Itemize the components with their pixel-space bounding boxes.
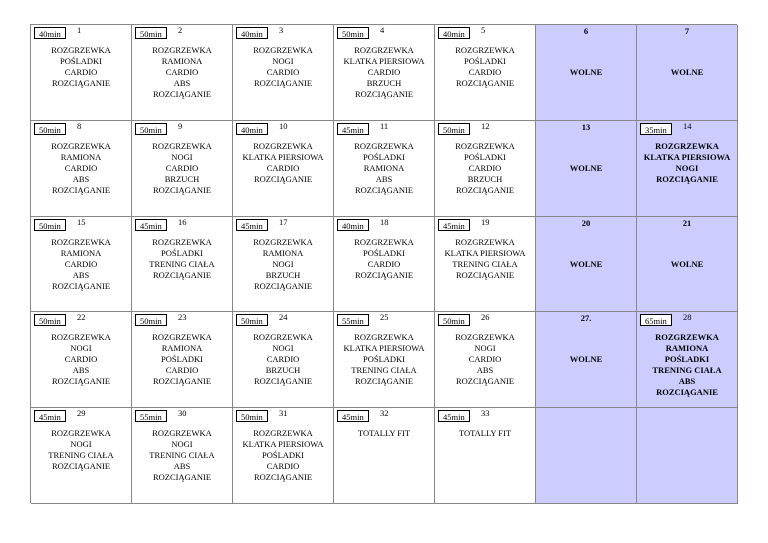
exercise-item: KLATKA PIERSIOWA <box>343 343 425 353</box>
exercise-item: TRENING CIAŁA <box>652 365 722 375</box>
day-off-label: WOLNE <box>569 67 603 77</box>
exercise-item: CARDIO <box>165 365 199 375</box>
exercise-item: POŚLADKI <box>362 354 406 364</box>
exercise-item: NOGI <box>70 439 92 449</box>
exercise-list <box>637 141 737 185</box>
exercise-item: CARDIO <box>64 67 98 77</box>
exercise-item: ROZCIĄGANIE <box>152 376 212 386</box>
exercise-item: TOTALLY FIT <box>357 428 411 438</box>
exercise-list <box>334 428 434 439</box>
day-cell <box>233 25 334 121</box>
exercise-list <box>233 332 333 387</box>
exercise-list <box>435 237 535 281</box>
exercise-item: KLATKA PIERSIOWA <box>242 152 324 162</box>
day-number: 28 <box>683 312 692 322</box>
exercise-item: NOGI <box>171 439 193 449</box>
duration-badge: 50min <box>337 27 369 39</box>
day-cell <box>334 121 435 217</box>
duration-badge: 50min <box>135 314 167 326</box>
duration-badge: 40min <box>34 27 66 39</box>
day-cell <box>334 408 435 504</box>
exercise-item: TRENING CIAŁA <box>149 450 215 460</box>
exercise-item: RAMIONA <box>665 343 709 353</box>
day-number: 3 <box>279 25 284 35</box>
exercise-item: BRZUCH <box>366 78 402 88</box>
duration-badge: 40min <box>236 27 268 39</box>
day-cell <box>435 217 536 312</box>
exercise-item: ROZCIĄGANIE <box>455 185 515 195</box>
exercise-item: ROZGRZEWKA <box>152 141 212 151</box>
exercise-item: ROZCIĄGANIE <box>253 78 313 88</box>
day-cell <box>637 408 738 504</box>
exercise-item: CARDIO <box>266 67 300 77</box>
training-calendar <box>30 24 737 503</box>
exercise-item: TRENING CIAŁA <box>48 450 114 460</box>
day-number: 16 <box>178 217 187 227</box>
duration-badge: 50min <box>135 123 167 135</box>
exercise-item: ABS <box>375 174 393 184</box>
exercise-item: TRENING CIAŁA <box>149 259 215 269</box>
day-number: 11 <box>380 121 389 131</box>
day-cell <box>536 121 637 217</box>
duration-badge: 50min <box>236 314 268 326</box>
exercise-item: BRZUCH <box>265 270 301 280</box>
exercise-item: KLATKA PIERSIOWA <box>643 152 731 162</box>
exercise-item: CARDIO <box>165 67 199 77</box>
duration-badge: 50min <box>438 314 470 326</box>
duration-badge: 50min <box>34 123 66 135</box>
exercise-list <box>31 332 131 387</box>
day-number: 1 <box>77 25 82 35</box>
exercise-list <box>132 428 232 483</box>
exercise-item: CARDIO <box>468 354 502 364</box>
exercise-item: CARDIO <box>64 259 98 269</box>
exercise-item: ROZCIĄGANIE <box>656 387 718 397</box>
exercise-item: ROZCIĄGANIE <box>51 376 111 386</box>
exercise-item: ROZGRZEWKA <box>354 332 414 342</box>
exercise-item: RAMIONA <box>363 163 405 173</box>
day-number: 15 <box>77 217 86 227</box>
duration-badge: 55min <box>135 410 167 422</box>
exercise-list <box>31 45 131 89</box>
exercise-item: ROZGRZEWKA <box>655 141 719 151</box>
day-number: 20 <box>581 218 591 228</box>
day-cell <box>435 312 536 408</box>
day-number: 32 <box>380 408 389 418</box>
exercise-item: RAMIONA <box>161 343 203 353</box>
exercise-item: CARDIO <box>266 163 300 173</box>
exercise-item: ROZCIĄGANIE <box>253 281 313 291</box>
day-number: 7 <box>684 26 690 36</box>
exercise-item: ABS <box>173 461 191 471</box>
day-cell <box>132 408 233 504</box>
exercise-item: KLATKA PIERSIOWA <box>343 56 425 66</box>
exercise-list <box>637 332 737 398</box>
day-cell <box>31 121 132 217</box>
exercise-item: ROZCIĄGANIE <box>455 78 515 88</box>
exercise-list <box>233 45 333 89</box>
day-number: 2 <box>178 25 183 35</box>
exercise-item: ROZGRZEWKA <box>455 45 515 55</box>
exercise-item: CARDIO <box>266 354 300 364</box>
exercise-item: CARDIO <box>165 163 199 173</box>
day-cell <box>132 312 233 408</box>
exercise-item: ABS <box>72 365 90 375</box>
exercise-item: ROZCIĄGANIE <box>51 78 111 88</box>
duration-badge: 40min <box>236 123 268 135</box>
exercise-item: RAMIONA <box>60 248 102 258</box>
exercise-item: NOGI <box>474 343 496 353</box>
day-off-label: WOLNE <box>569 354 603 364</box>
exercise-item: TRENING CIAŁA <box>351 365 417 375</box>
exercise-item: BRZUCH <box>164 174 200 184</box>
duration-badge: 40min <box>438 27 470 39</box>
exercise-item: RAMIONA <box>60 152 102 162</box>
duration-badge: 65min <box>640 314 672 326</box>
day-number: 27. <box>580 313 592 323</box>
exercise-item: ROZGRZEWKA <box>253 428 313 438</box>
exercise-item: ROZCIĄGANIE <box>253 472 313 482</box>
day-number: 21 <box>682 218 692 228</box>
exercise-item: POŚLADKI <box>160 354 204 364</box>
day-number: 12 <box>481 121 490 131</box>
exercise-item: ROZGRZEWKA <box>455 332 515 342</box>
exercise-list <box>233 237 333 292</box>
day-number: 26 <box>481 312 490 322</box>
exercise-item: NOGI <box>171 152 193 162</box>
exercise-item: RAMIONA <box>262 248 304 258</box>
duration-badge: 45min <box>236 219 268 231</box>
exercise-item: ROZGRZEWKA <box>253 45 313 55</box>
exercise-item: NOGI <box>272 343 294 353</box>
day-off-label: WOLNE <box>670 67 704 77</box>
exercise-item: NOGI <box>70 343 92 353</box>
day-cell <box>132 25 233 121</box>
day-cell <box>233 121 334 217</box>
exercise-item: KLATKA PIERSIOWA <box>444 248 526 258</box>
exercise-item: POŚLADKI <box>261 450 305 460</box>
exercise-item: ROZCIĄGANIE <box>455 270 515 280</box>
exercise-item: ROZGRZEWKA <box>655 332 719 342</box>
exercise-list <box>31 237 131 292</box>
day-number: 8 <box>77 121 82 131</box>
day-off-label: WOLNE <box>569 259 603 269</box>
exercise-item: CARDIO <box>367 259 401 269</box>
exercise-item: ROZGRZEWKA <box>51 141 111 151</box>
exercise-item: CARDIO <box>468 67 502 77</box>
exercise-item: ROZCIĄGANIE <box>51 461 111 471</box>
exercise-item: CARDIO <box>468 163 502 173</box>
day-number: 23 <box>178 312 187 322</box>
day-number: 4 <box>380 25 385 35</box>
exercise-item: ROZCIĄGANIE <box>354 89 414 99</box>
day-number: 9 <box>178 121 183 131</box>
day-number: 18 <box>380 217 389 227</box>
exercise-item: ROZGRZEWKA <box>152 332 212 342</box>
day-cell <box>31 312 132 408</box>
exercise-item: BRZUCH <box>467 174 503 184</box>
day-number: 22 <box>77 312 86 322</box>
day-off-label: WOLNE <box>670 259 704 269</box>
exercise-item: POŚLADKI <box>362 248 406 258</box>
day-cell <box>334 25 435 121</box>
duration-badge: 45min <box>34 410 66 422</box>
exercise-list <box>233 428 333 483</box>
exercise-item: ROZCIĄGANIE <box>656 174 718 184</box>
exercise-list <box>31 428 131 472</box>
day-cell <box>233 217 334 312</box>
exercise-list <box>132 332 232 387</box>
day-number: 25 <box>380 312 389 322</box>
day-number: 24 <box>279 312 288 322</box>
exercise-list <box>31 141 131 196</box>
exercise-item: ROZGRZEWKA <box>152 45 212 55</box>
duration-badge: 45min <box>438 410 470 422</box>
exercise-item: CARDIO <box>64 163 98 173</box>
exercise-item: ROZGRZEWKA <box>354 45 414 55</box>
exercise-item: ROZGRZEWKA <box>253 237 313 247</box>
exercise-item: ROZGRZEWKA <box>51 237 111 247</box>
exercise-item: ROZGRZEWKA <box>455 237 515 247</box>
day-number: 6 <box>583 26 589 36</box>
exercise-item: ROZCIĄGANIE <box>253 174 313 184</box>
day-cell <box>435 25 536 121</box>
day-number: 31 <box>279 408 288 418</box>
exercise-item: ROZGRZEWKA <box>354 237 414 247</box>
day-cell <box>31 408 132 504</box>
exercise-list <box>132 237 232 281</box>
day-cell <box>536 25 637 121</box>
day-number: 13 <box>581 122 591 132</box>
exercise-list <box>233 141 333 185</box>
day-cell <box>334 312 435 408</box>
exercise-item: ROZGRZEWKA <box>51 332 111 342</box>
exercise-item: ROZCIĄGANIE <box>152 270 212 280</box>
exercise-item: ROZCIĄGANIE <box>51 281 111 291</box>
day-cell <box>435 408 536 504</box>
duration-badge: 50min <box>34 314 66 326</box>
day-off-label: WOLNE <box>569 163 603 173</box>
exercise-item: RAMIONA <box>161 56 203 66</box>
exercise-item: ROZCIĄGANIE <box>152 472 212 482</box>
exercise-item: ABS <box>72 174 90 184</box>
exercise-item: CARDIO <box>64 354 98 364</box>
exercise-list <box>435 428 535 439</box>
duration-badge: 40min <box>337 219 369 231</box>
duration-badge: 50min <box>34 219 66 231</box>
exercise-item: ROZGRZEWKA <box>455 141 515 151</box>
day-cell <box>31 217 132 312</box>
exercise-item: ROZCIĄGANIE <box>354 376 414 386</box>
exercise-item: ROZCIĄGANIE <box>152 185 212 195</box>
exercise-item: POŚLADKI <box>362 152 406 162</box>
duration-badge: 50min <box>236 410 268 422</box>
exercise-item: ROZCIĄGANIE <box>455 376 515 386</box>
exercise-item: ABS <box>72 270 90 280</box>
exercise-item: ROZCIĄGANIE <box>354 185 414 195</box>
exercise-item: POŚLADKI <box>463 152 507 162</box>
exercise-item: NOGI <box>272 259 294 269</box>
exercise-item: ABS <box>173 78 191 88</box>
day-number: 29 <box>77 408 86 418</box>
exercise-item: POŚLADKI <box>463 56 507 66</box>
exercise-item: ROZCIĄGANIE <box>354 270 414 280</box>
day-number: 14 <box>683 121 692 131</box>
day-cell <box>31 25 132 121</box>
exercise-item: NOGI <box>675 163 699 173</box>
duration-badge: 45min <box>438 219 470 231</box>
exercise-item: ROZGRZEWKA <box>253 141 313 151</box>
exercise-item: NOGI <box>272 56 294 66</box>
exercise-item: BRZUCH <box>265 365 301 375</box>
duration-badge: 45min <box>337 410 369 422</box>
exercise-item: ROZCIĄGANIE <box>152 89 212 99</box>
exercise-list <box>132 141 232 196</box>
day-cell <box>536 408 637 504</box>
exercise-list <box>435 141 535 196</box>
exercise-item: TRENING CIAŁA <box>452 259 518 269</box>
exercise-item: ROZCIĄGANIE <box>253 376 313 386</box>
duration-badge: 50min <box>135 27 167 39</box>
day-cell <box>233 408 334 504</box>
exercise-item: KLATKA PIERSIOWA <box>242 439 324 449</box>
exercise-item: POŚLADKI <box>59 56 103 66</box>
exercise-item: POŚLADKI <box>160 248 204 258</box>
exercise-item: ROZGRZEWKA <box>152 237 212 247</box>
exercise-list <box>435 45 535 89</box>
exercise-item: ROZGRZEWKA <box>253 332 313 342</box>
duration-badge: 55min <box>337 314 369 326</box>
exercise-item: ROZGRZEWKA <box>51 428 111 438</box>
exercise-item: ROZCIĄGANIE <box>51 185 111 195</box>
day-cell <box>334 217 435 312</box>
exercise-item: CARDIO <box>367 67 401 77</box>
exercise-list <box>132 45 232 100</box>
day-number: 19 <box>481 217 490 227</box>
exercise-item: TOTALLY FIT <box>458 428 512 438</box>
duration-badge: 45min <box>337 123 369 135</box>
exercise-item: ROZGRZEWKA <box>354 141 414 151</box>
day-cell <box>637 217 738 312</box>
day-number: 30 <box>178 408 187 418</box>
day-number: 10 <box>279 121 288 131</box>
exercise-item: POŚLADKI <box>664 354 710 364</box>
day-cell <box>536 312 637 408</box>
day-number: 33 <box>481 408 490 418</box>
day-cell <box>637 312 738 408</box>
exercise-item: ABS <box>678 376 696 386</box>
day-cell <box>536 217 637 312</box>
day-cell <box>132 121 233 217</box>
exercise-list <box>334 45 434 100</box>
day-cell <box>435 121 536 217</box>
exercise-list <box>334 332 434 387</box>
day-number: 5 <box>481 25 486 35</box>
exercise-list <box>334 237 434 281</box>
day-cell <box>637 121 738 217</box>
day-number: 17 <box>279 217 288 227</box>
duration-badge: 50min <box>438 123 470 135</box>
day-cell <box>233 312 334 408</box>
exercise-item: CARDIO <box>266 461 300 471</box>
day-cell <box>637 25 738 121</box>
duration-badge: 35min <box>640 123 672 135</box>
exercise-list <box>435 332 535 387</box>
duration-badge: 45min <box>135 219 167 231</box>
exercise-item: ROZGRZEWKA <box>51 45 111 55</box>
exercise-item: ROZGRZEWKA <box>152 428 212 438</box>
exercise-item: ABS <box>476 365 494 375</box>
day-cell <box>132 217 233 312</box>
exercise-list <box>334 141 434 196</box>
